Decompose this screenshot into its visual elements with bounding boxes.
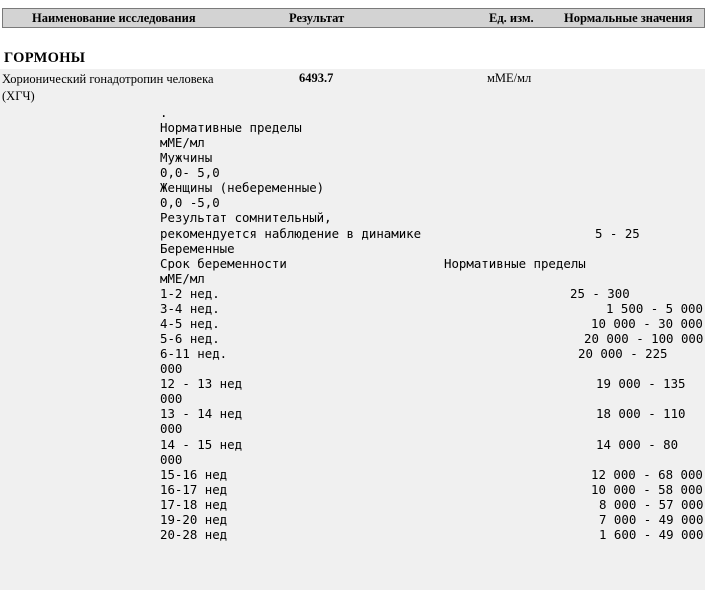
reference-line-label: .	[160, 105, 168, 120]
reference-line-value: 5 - 25	[595, 226, 640, 241]
header-col-norm: Нормальные значения	[564, 11, 693, 25]
reference-line-label: мМЕ/мл	[160, 135, 205, 150]
reference-line-label: 17-18 нед	[160, 497, 228, 512]
reference-line-value: 1 600 - 49 000	[599, 527, 704, 542]
reference-line-value: 20 000 - 100 000	[584, 331, 704, 346]
reference-line-label: Результат сомнительный,	[160, 210, 332, 225]
test-result: 6493.7	[299, 71, 334, 85]
reference-line-label: 0,0- 5,0	[160, 165, 220, 180]
reference-line-label: 000	[160, 361, 183, 376]
reference-line-label: 000	[160, 452, 183, 467]
reference-line-label: Беременные	[160, 241, 235, 256]
header-col-result: Результат	[289, 11, 345, 25]
test-name-line2: (ХГЧ)	[2, 89, 35, 103]
section-title: ГОРМОНЫ	[4, 50, 86, 66]
reference-line-value: 8 000 - 57 000	[599, 497, 704, 512]
header-col-unit: Ед. изм.	[489, 11, 534, 25]
reference-line-label: 5-6 нед.	[160, 331, 220, 346]
reference-line-label: 0,0 -5,0	[160, 195, 220, 210]
test-name-line1: Хорионический гонадотропин человека	[2, 72, 214, 86]
reference-line-label: Мужчины	[160, 150, 213, 165]
reference-line-label: рекомендуется наблюдение в динамике	[160, 226, 422, 241]
reference-line-value: 18 000 - 110	[596, 406, 686, 421]
reference-line-label: 000	[160, 391, 183, 406]
reference-line-value: 14 000 - 80	[596, 437, 679, 452]
header-col-name: Наименование исследования	[32, 11, 196, 25]
reference-line-value: 12 000 - 68 000	[591, 467, 703, 482]
reference-line-label: 16-17 нед	[160, 482, 228, 497]
reference-line-label: Срок беременности	[160, 256, 287, 271]
reference-line-label: 3-4 нед.	[160, 301, 220, 316]
reference-line-value: 25 - 300	[570, 286, 630, 301]
reference-line-label: 19-20 нед	[160, 512, 228, 527]
reference-line-label: 15-16 нед	[160, 467, 228, 482]
reference-line-header: Нормативные пределы	[444, 256, 586, 271]
reference-line-value: 19 000 - 135	[596, 376, 686, 391]
reference-line-label: 1-2 нед.	[160, 286, 220, 301]
reference-line-value: 7 000 - 49 000	[599, 512, 704, 527]
reference-line-label: мМЕ/мл	[160, 271, 205, 286]
reference-line-value: 1 500 - 5 000	[606, 301, 703, 316]
table-header	[2, 8, 705, 28]
reference-line-value: 10 000 - 30 000	[591, 316, 703, 331]
reference-line-value: 10 000 - 58 000	[591, 482, 703, 497]
reference-line-label: Нормативные пределы	[160, 120, 302, 135]
reference-line-value: 20 000 - 225	[578, 346, 668, 361]
reference-line-label: Женщины (небеременные)	[160, 180, 325, 195]
reference-line-label: 4-5 нед.	[160, 316, 220, 331]
test-unit: мМЕ/мл	[487, 71, 532, 85]
reference-line-label: 12 - 13 нед	[160, 376, 243, 391]
reference-line-label: 13 - 14 нед	[160, 406, 243, 421]
reference-line-label: 14 - 15 нед	[160, 437, 243, 452]
reference-line-label: 6-11 нед.	[160, 346, 228, 361]
test-name	[2, 71, 214, 105]
reference-line-label: 20-28 нед	[160, 527, 228, 542]
reference-line-label: 000	[160, 421, 183, 436]
